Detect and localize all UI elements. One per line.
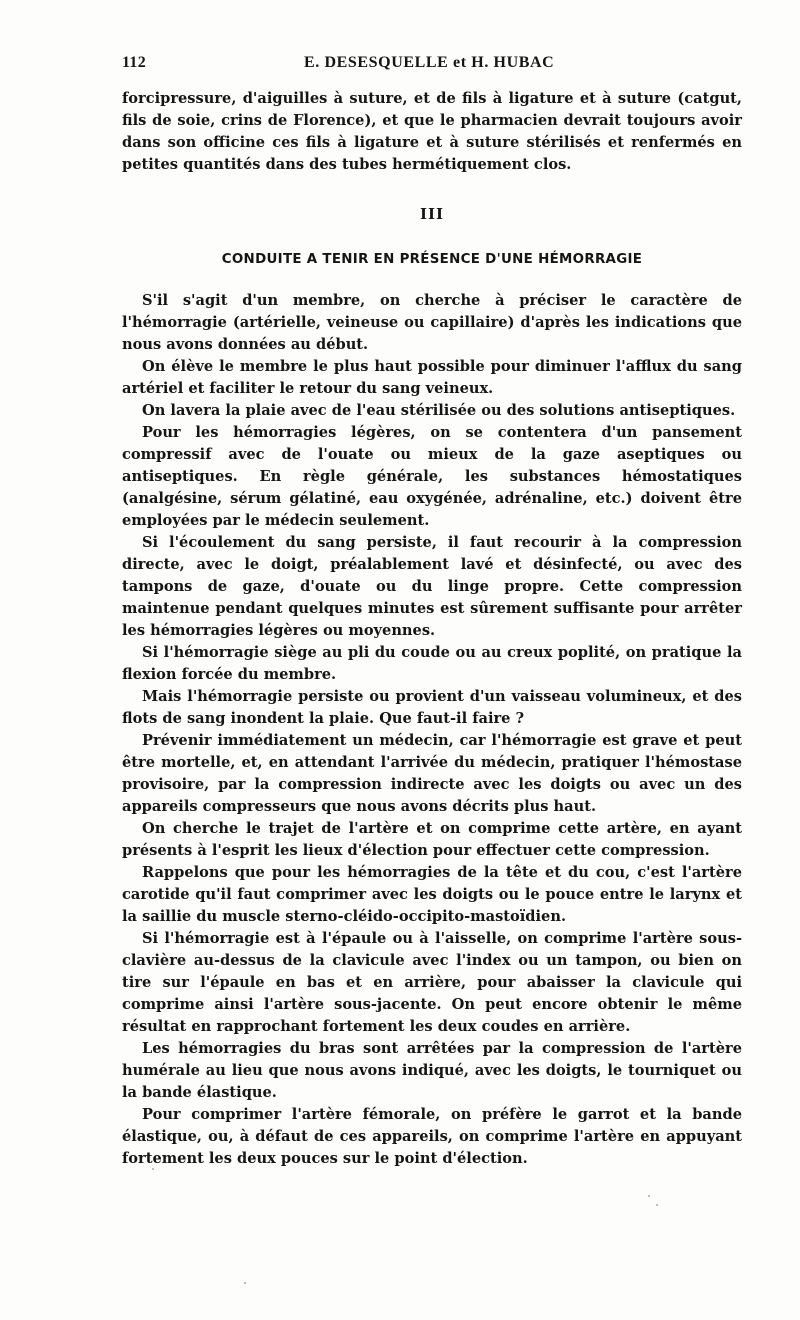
paragraph: Prévenir immédiatement un médecin, car l'hémorragie est grave et peut être mortelle, et, en attendant l'arrivée du médecin, pratiquer l'hémostase provisoire, par la compression indirecte avec les doigts ou avec un des appareils compresseurs que nous avons décrits plus haut. [122, 732, 742, 815]
paragraph: Si l'hémorragie siège au pli du coude ou au creux poplité, on pratique la flexion forcée du membre. [122, 644, 742, 683]
intro-paragraph: forcipressure, d'aiguilles à suture, et de fils à ligature et à suture (catgut, fils de soie, crins de Florence), et que le pharmacien devrait toujours avoir dans son officine ces fils à ligature et à suture stérilisés et renfermés en petites quantités dans des tubes hermétiquement clos. [122, 90, 742, 173]
paragraph: Rappelons que pour les hémorragies de la tête et du cou, c'est l'artère carotide qu'il faut comprimer avec les doigts ou le pouce entre le larynx et la saillie du muscle sterno-cléido-occipito-mastoïdien. [122, 864, 742, 925]
running-head [122, 54, 742, 80]
running-head-authors: E. DESESQUELLE et H. HUBAC [304, 54, 555, 71]
paper-speck [244, 1282, 246, 1284]
page-number: 112 [122, 54, 147, 71]
section-title: CONDUITE A TENIR EN PRÉSENCE D'UNE HÉMORRAGIE [221, 252, 643, 267]
paragraph: Si l'écoulement du sang persiste, il faut recourir à la compression directe, avec le doigt, préalablement lavé et désinfecté, ou avec des tampons de gaze, d'ouate ou du linge propre. Cette compression maintenue pendant quelques minutes est sûrement suffisante pour arrêter les hémorragies légères ou moyennes. [122, 534, 742, 639]
paragraph: S'il s'agit d'un membre, on cherche à préciser le caractère de l'hémorragie (artérielle, veineuse ou capillaire) d'après les indications que nous avons données au début. [122, 292, 742, 353]
paragraph: On élève le membre le plus haut possible pour diminuer l'afflux du sang artériel et faciliter le retour du sang veineux. [122, 358, 742, 397]
paragraph: On lavera la plaie avec de l'eau stérilisée ou des solutions antiseptiques. [142, 402, 736, 419]
paragraph: Mais l'hémorragie persiste ou provient d'un vaisseau volumineux, et des flots de sang inondent la plaie. Que faut-il faire ? [122, 688, 742, 727]
paper-speck [648, 1195, 650, 1197]
section-number: III [419, 205, 445, 223]
paper-speck [152, 1168, 154, 1170]
section-body [122, 290, 742, 1170]
paragraph: Pour les hémorragies légères, on se contentera d'un pansement compressif avec de l'ouate ou mieux de la gaze aseptiques ou antiseptiques. En règle générale, les substances hémostatiques (analgésine, sérum gélatiné, eau oxygénée, adrénaline, etc.) doivent être employées par le médecin seulement. [122, 424, 742, 529]
intro-text [122, 88, 742, 176]
paragraph: Si l'hémorragie est à l'épaule ou à l'aisselle, on comprime l'artère sous-clavière au-dessus de la clavicule avec l'index ou un tampon, ou bien on tire sur l'épaule en bas et en arrière, pour abaisser la clavicule qui comprime ainsi l'artère sous-jacente. On peut encore obtenir le même résultat en rapprochant fortement les deux coudes en arrière. [122, 930, 742, 1035]
paragraph: On cherche le trajet de l'artère et on comprime cette artère, en ayant présents à l'esprit les lieux d'élection pour effectuer cette compression. [122, 820, 742, 859]
paragraph: Les hémorragies du bras sont arrêtées par la compression de l'artère humérale au lieu que nous avons indiqué, avec les doigts, le tourniquet ou la bande élastique. [122, 1040, 742, 1101]
paragraph: Pour comprimer l'artère fémorale, on préfère le garrot et la bande élastique, ou, à défaut de ces appareils, on comprime l'artère en appuyant fortement les deux pouces sur le point d'élection. [122, 1106, 742, 1167]
paper-speck [656, 1204, 658, 1206]
